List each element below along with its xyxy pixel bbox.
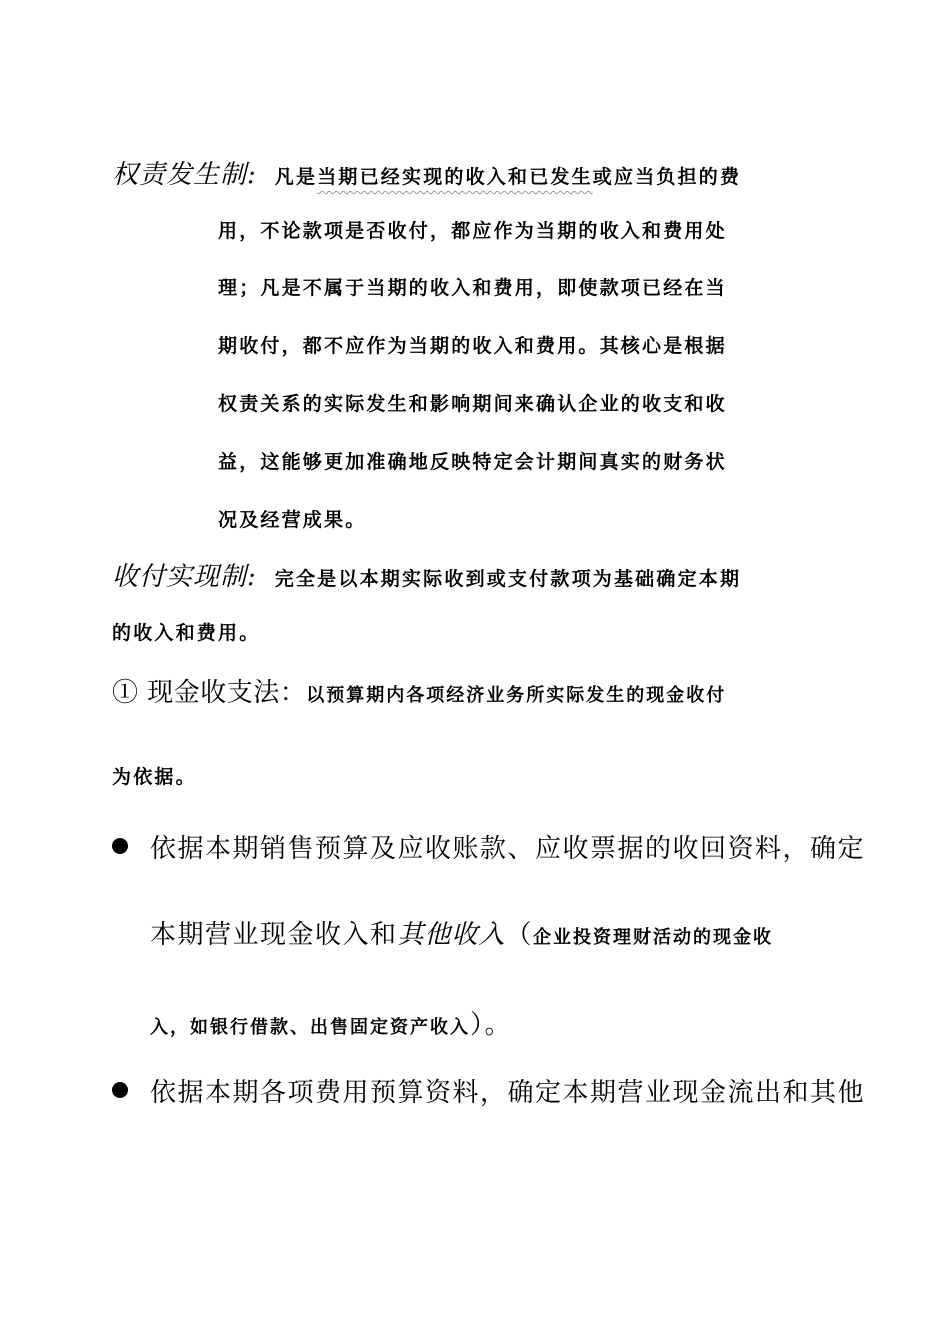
- cash-method-line-1: [112, 672, 726, 709]
- accrual-colon: :: [247, 160, 257, 190]
- accrual-text-suffix: 或应当负担的费: [592, 166, 742, 188]
- accrual-definition-line-7: 况及经营成果。: [218, 509, 367, 531]
- cash-basis-text: 完全是以本期实际收到或支付款项为基础确定本期: [274, 568, 742, 590]
- bullet-1-line-2: [150, 914, 773, 951]
- bullet-dot: [112, 838, 128, 854]
- cash-method-line-2: 为依据。: [112, 766, 197, 788]
- bullet-2-line-1: 依据本期各项费用预算资料，确定本期营业现金流出和其他: [150, 1078, 866, 1108]
- bullet-dot: [112, 1082, 128, 1098]
- bullet-1-end: ）。: [470, 1010, 513, 1040]
- bullet-1-line-1: 依据本期销售预算及应收账款、应收票据的收回资料，确定: [150, 834, 866, 864]
- accrual-text-wavy: 当期已经实现的收入和已发生: [317, 166, 593, 188]
- cash-method-heading: ① 现金收支法：: [112, 678, 307, 708]
- accrual-definition-line-4: 期收付，都不应作为当期的收入和费用。其核心是根据: [218, 335, 727, 357]
- bullet-1-bold-text-cont: 入，如银行借款、出售固定资产收入: [150, 1017, 470, 1038]
- accrual-definition-line-2: 用，不论款项是否收付，都应作为当期的收入和费用处: [218, 220, 727, 242]
- bullet-1-bold-text: 企业投资理财活动的现金收: [533, 927, 774, 948]
- accrual-definition-line-6: 益，这能够更加准确地反映特定会计期间真实的财务状: [218, 451, 727, 473]
- accrual-definition-line-3: 理；凡是不属于当期的收入和费用，即使款项已经在当: [218, 277, 727, 299]
- accrual-term: 权责发生制: [112, 160, 248, 190]
- accrual-text-prefix: 凡是: [274, 166, 318, 188]
- cash-basis-term: 收付实现制: [112, 562, 248, 592]
- bullet-1-regular-text: 本期营业现金收入和: [150, 920, 398, 950]
- accrual-definition-line-5: 权责关系的实际发生和影响期间来确认企业的收支和收: [218, 393, 727, 415]
- cash-basis-definition-line-1: [112, 556, 741, 593]
- cash-basis-definition-line-2: 的收入和费用。: [112, 622, 261, 644]
- accrual-definition-line-1: [112, 154, 741, 191]
- bullet-1-paren: （: [505, 920, 534, 950]
- cash-basis-colon: :: [247, 562, 257, 592]
- cash-method-text: 以预算期内各项经济业务所实际发生的现金收付: [306, 685, 727, 706]
- bullet-1-italic-text: 其他收入: [397, 920, 506, 950]
- bullet-1-line-3: [150, 1004, 512, 1041]
